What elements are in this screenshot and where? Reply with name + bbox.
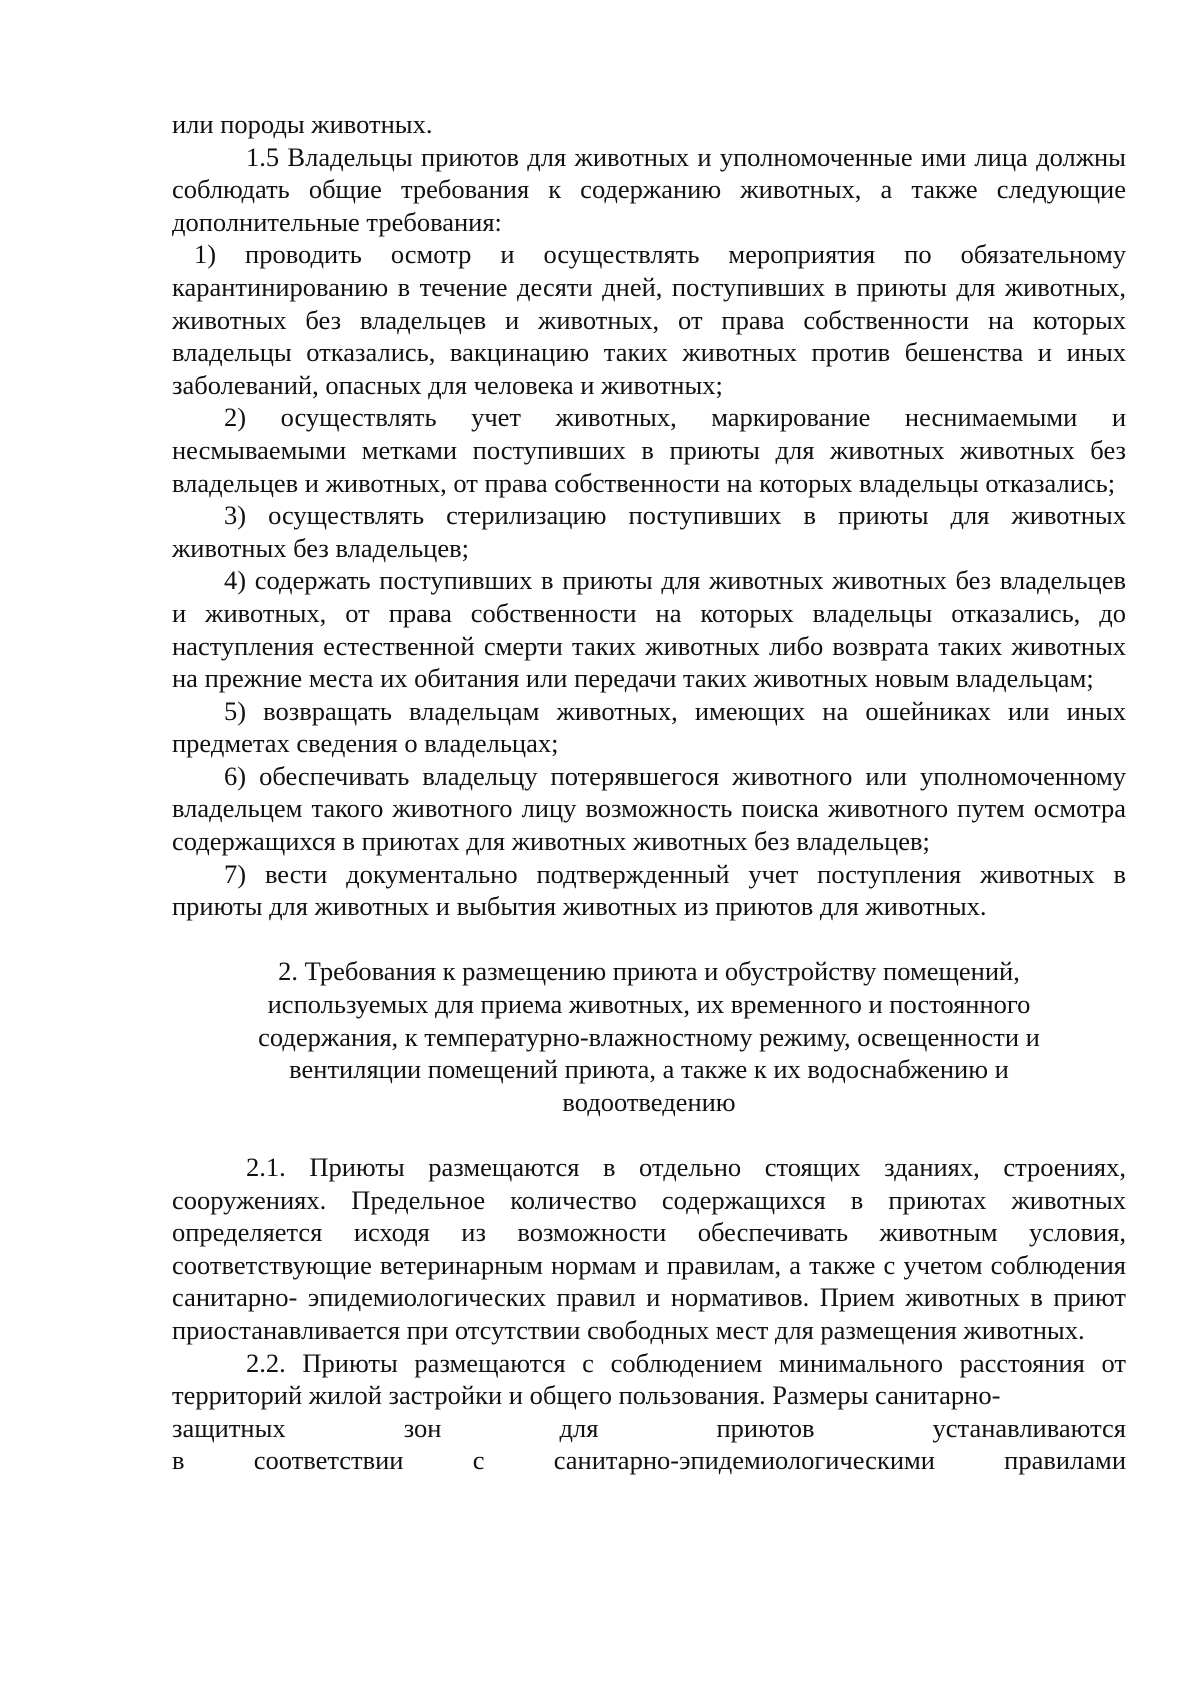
list-item-2: 2) осуществлять учет животных, маркирование неснимаемыми и несмываемыми метками поступивших в приюты для животных животных без владельцев и животных, от права собственности на которых владельцы отказались; — [172, 402, 1126, 498]
intro-line: или породы животных. — [172, 109, 433, 139]
word: зон — [403, 1412, 442, 1443]
word: с — [472, 1445, 485, 1476]
spacer — [172, 923, 1126, 956]
section-2-heading: 2. Требования к размещению приюта и обустройству помещений, используемых для приема животных, их временного и постоянного содержания, к температурно-влажностному режиму, освещенности и вентиляции помещений приюта, а также к их водоснабжению и водоотведению — [258, 956, 1040, 1117]
paragraph-1-5: 1.5 Владельцы приютов для животных и уполномоченные ими лица должны соблюдать общие требования к содержанию животных, а также следующие дополнительные требования: — [172, 141, 1126, 237]
list-item-1: 1) проводить осмотр и осуществлять мероприятия по обязательному карантинированию в течение десяти дней, поступивших в приюты для животных, животных без владельцев и животных, от права собственности на которых владельцы отказались, вакцинацию таких животных против бешенства и иных заболеваний, опасных для человека и животных; — [172, 239, 1126, 400]
word: санитарно-эпидемиологическими — [553, 1445, 935, 1476]
list-item-7: 7) вести документально подтвержденный учет поступления животных в приюты для животных и выбытия животных из приютов для животных. — [172, 858, 1126, 922]
word: для — [559, 1412, 599, 1443]
list-item-6: 6) обеспечивать владельцу потерявшегося животного или уполномоченному владельцем такого животного лицу возможность поиска животного путем осмотра содержащихся в приютах для животных животных без владельцев; — [172, 760, 1126, 857]
word: соответствии — [253, 1445, 404, 1476]
word: в — [172, 1445, 185, 1476]
document-page — [172, 108, 1126, 1477]
paragraph-2-1: 2.1. Приюты размещаются в отдельно стоящих зданиях, строениях, сооружениях. Предельное количество содержащихся в приютах животных определяется исходя из возможности обеспечивать животным условия, соответствующие ветеринарным нормам и правилам, а также с учетом соблюдения санитарно- эпидемиологических правил и нормативов. Прием животных в приют приостанавливается при отсутствии свободных мест для размещения животных. — [172, 1152, 1126, 1345]
word: защитных — [172, 1412, 286, 1443]
paragraph-2-2-line-3 — [172, 1412, 1126, 1445]
spacer — [172, 1118, 1126, 1151]
word: устанавливаются — [932, 1412, 1126, 1443]
paragraph-2-2-line-4 — [172, 1444, 1126, 1477]
word: правилами — [1004, 1445, 1126, 1476]
list-item-5: 5) возвращать владельцам животных, имеющих на ошейниках или иных предметах сведения о владельцах; — [172, 695, 1126, 759]
list-item-3: 3) осуществлять стерилизацию поступивших в приюты для животных животных без владельцев; — [172, 500, 1126, 563]
word: приютов — [716, 1412, 815, 1443]
list-item-4: 4) содержать поступивших в приюты для животных животных без владельцев и животных, от права собственности на которых владельцы отказались, до наступления естественной смерти таких животных либо возврата таких животных на прежние места их обитания или передачи таких животных новым владельцам; — [172, 565, 1126, 694]
paragraph-2-2: 2.2. Приюты размещаются с соблюдением минимального расстояния от территорий жилой застройки и общего пользования. Размеры санитарно- — [172, 1347, 1126, 1411]
